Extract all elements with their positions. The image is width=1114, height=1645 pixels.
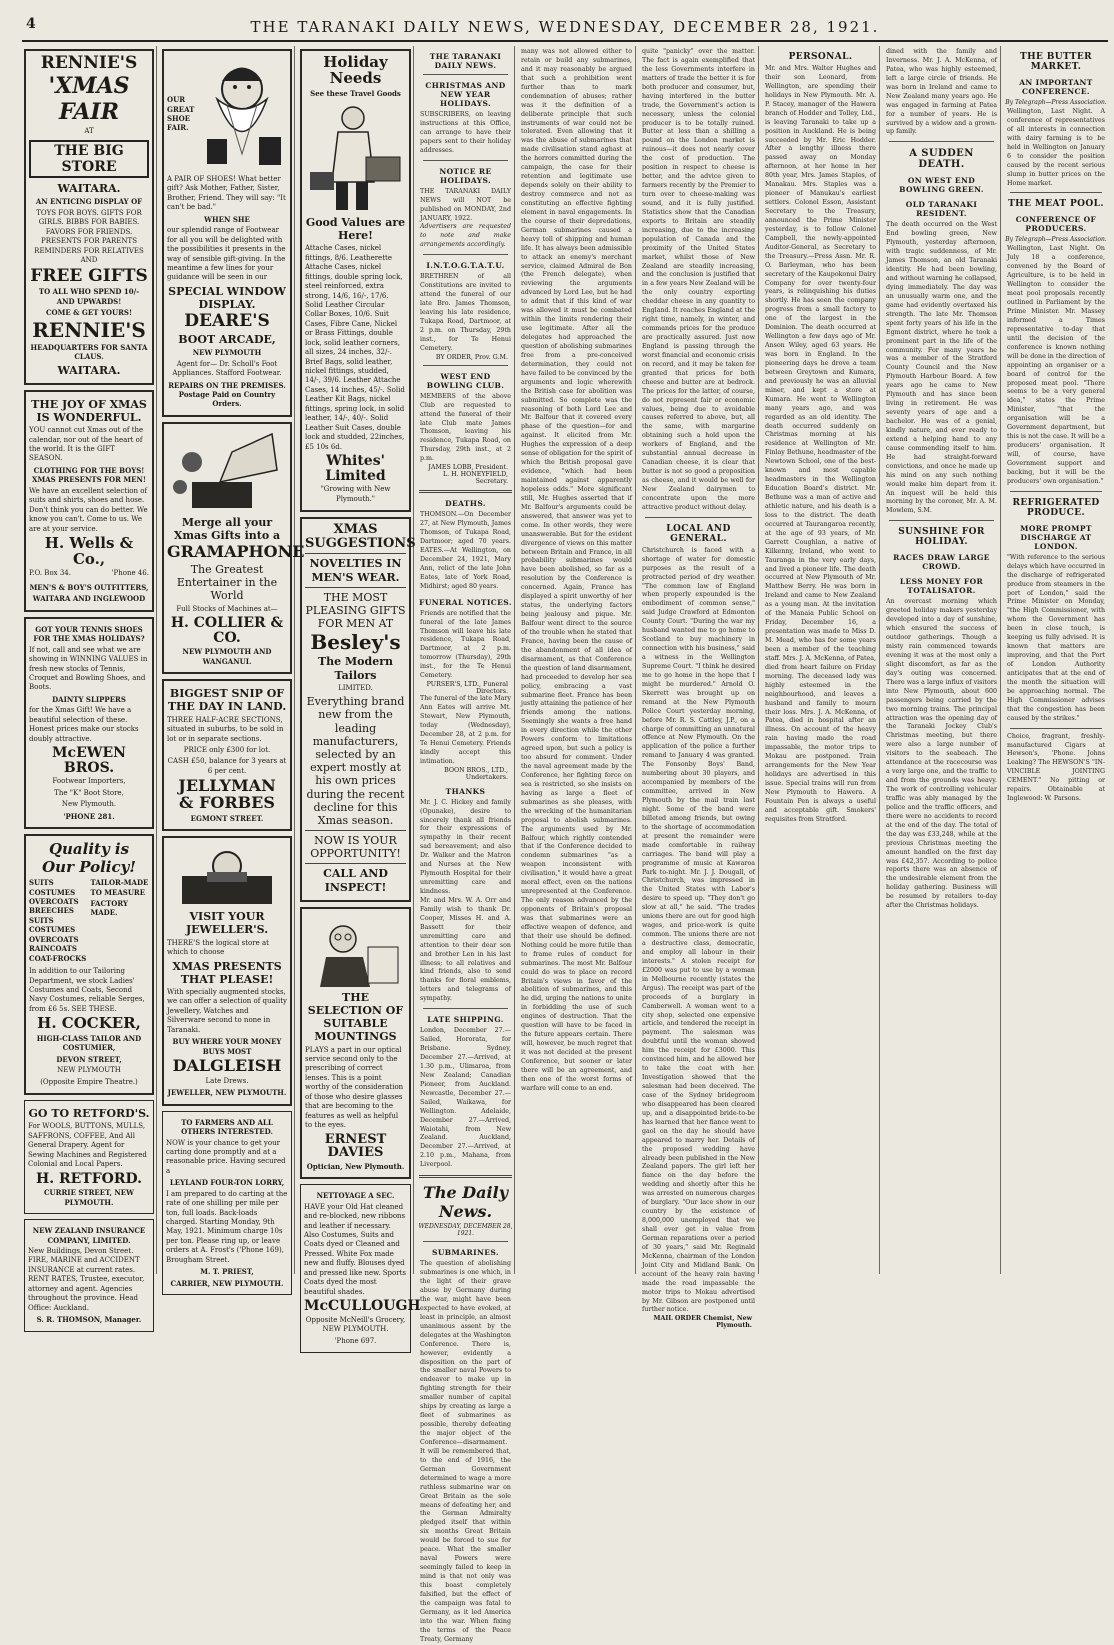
cocker-policy: Our Policy! [42,858,136,877]
jeweller-illustration [177,846,277,906]
deare-ad [162,49,292,417]
wells-name: H. Wells & Co., [44,533,134,568]
butter-telegraph: By Telegraph—Press Association. [1005,99,1107,106]
jellyman-name: JELLYMAN [178,776,276,796]
whites-ad [300,49,411,512]
rennie-xmas: 'XMAS [48,72,130,99]
wells-phone: 'Phone 46. [111,569,149,578]
notice-heading: NOTICE RE HOLIDAYS. [439,166,492,185]
dalgleish-body: THERE'S the logical store at which to choose [167,938,269,957]
davies-ad [300,907,411,1179]
mccullough-address: Opposite McNeill's Grocery, NEW PLYMOUTH. [305,1315,406,1334]
chemist-sign: MAIL ORDER Chemist, New Plymouth. [653,1315,752,1330]
column-2 [160,46,305,1288]
refrigerated-heading: REFRIGERATED PRODUCE. [1012,497,1100,518]
cocker-opp: (Opposite Empire Theatre.) [40,1077,138,1086]
retford-name: H. RETFORD. [36,1170,142,1187]
funeral-sign: PURSER'S, LTD., Funeral Directors. [426,681,508,696]
deare-body: A PAIR OF SHOES! What better gift? Ask Mother, Father, Sister, Brother, Friend. They will say: "It can't be bad." [167,175,286,212]
mccullough-heading: NETTOYAGE A SEC. [316,1191,395,1201]
refrigerated-body: "With reference to the serious delays which have occurred in the discharge of refrigerated produce from steamers in the port of London," said the Prime Minister on Monday, "the High Commissioner, with whom the Government has been in close touch, is keeping us fully advised. It is known that matters are improving, and that the Port of London Authority anticipates that at the end of the month the situation will be approaching normal. The High Commissioner advises that the congestion has been caused by the strikes." [1007,553,1105,722]
rennie-come: COME & GET YOURS! [45,308,133,318]
deare-when: WHEN SHE [204,214,250,224]
rennie-hq: HEADQUARTERS FOR SANTA CLAUS. [30,342,148,362]
santa-illustration [197,59,287,169]
cocker-ad [24,834,154,1095]
dalgleish-ad [162,836,292,1105]
cocker-town: NEW PLYMOUTH [57,1066,121,1075]
cocker-quality: Quality is [48,840,130,859]
farmers-body2: I am prepared to do carting at the rate of one shilling per mile per ton, full loads. Back-loads charged. Starting Monday, 9th May, 1921. Minimum charge 10s per ton. Please ring up, or leave orders at A. Frost's ('Phone 169), Brougham Street. [166,1189,288,1264]
butter-body: Wellington, Last Night. A conference of representatives of all interests in connection with dairy farming is to be held in Wellington on January 6 to consider the position caused by the recent serious slump in butter prices on the Home market. [1007,108,1105,187]
davies-trade: Optician, New Plymouth. [306,1161,405,1171]
wells-body2: We have an excellent selection of suits and shirts, shoes and hose. Don't think you can do better. We know you can't. Come to us. We are at your service. [29,486,148,533]
holidays-heading: CHRISTMAS AND NEW YEAR HOLIDAYS. [425,81,506,108]
collier-name: H. COLLIER & CO. [170,615,284,646]
mcewen-name: McEWEN BROS. [52,745,126,776]
besley-tailors: The Modern Tailors [317,655,393,682]
wells-heading: THE JOY OF XMAS IS WONDERFUL. [31,397,147,424]
wells-towns: WAITARA AND INGLEWOOD [32,594,146,604]
collier-greatest: The Greatest Entertainer in the World [176,563,278,603]
besley-heading: XMAS SUGGESTIONS [305,522,416,551]
butter-article-continued: quite "panicky" over the matter. The fact is again exemplified that the less Governments interfere in matters of trade the better it is for both producer and consumer, but, having interfered in the butter trade, the Government's action is necessary, unless the colonial producer is to be totally ruined. Butter at less than a shilling a pound on the London market is ruinous—it does not nearly cover the cost of production. The position in respect to cheese is better, and the advice given to farmers recently by the Premier to turn over to cheese-making was sound, and it is fully justified. Statistics show that the Canadian exports to Britain are steadily increasing, due to the increasing population of Canada and the proximity of the United States market, whilst those of New Zealand are steadily increasing, and the conclusion is justified that in a few years New Zealand will be the only country exporting cheddar cheese in any quantity to England. It reaches England at the right time, namely, in winter, and commands prices for the produce are practically assured. Just now England is passing through the worst financial and economic crisis on record, and it may be taken for granted that prices for both cheese and butter are at bedrock. The prices for the latter, of course, do not represent fair or economic values, being due to avoidable causes referred to above, but, all the same, with margarine obtaining such a hold upon the workers of England, and the substantial annual decrease in Canadian cheese, it is clear that butter is not so good a proposition as cheese, and it would be well for New Zealand dairymen to concentrate upon the more attractive product without delay. [642,48,755,511]
advertisers-note: Advertisers are requested to note and make arrangements accordingly. [420,223,511,249]
collier-gramaphone: GRAMAPHONE [167,542,305,562]
column-9 [1004,46,1108,1274]
cocker-name: H. COCKER, [37,1014,141,1033]
column-1 [22,46,157,1325]
besley-novelties: NOVELTIES IN MEN'S WEAR. [309,557,402,584]
sunshine-sub-2: LESS MONEY FOR TOTALISATOR. [899,577,984,596]
newspaper-title: THE TARANAKI DAILY NEWS, WEDNESDAY, DECEMBER 28, 1921. [250,18,880,36]
funeral-heading: FUNERAL NOTICES. [419,597,512,607]
collier-merge: Merge all your Xmas Gifts into a [173,515,281,543]
farmers-heading: TO FARMERS AND ALL OTHERS INTERESTED. [181,1117,273,1137]
dalgleish-late: Late Drews. [205,1076,249,1085]
dalgleish-buy: BUY WHERE YOUR MONEY BUYS MOST [172,1037,282,1056]
deare-name: DEARE'S [184,311,270,332]
rennie-free-gifts: FREE GIFTS [30,265,148,286]
editorial-masthead: The Daily News. [423,1183,508,1222]
collier-full-stocks: Full Stocks of Machines at— [176,604,278,613]
mccullough-name: McCULLOUGH [304,1298,421,1315]
shipping-heading: LATE SHIPPING. [427,1015,504,1025]
davies-body: PLAYS a part in our optical service second only to the prescribing of correct lenses. This is a point worthy of the consideration of those who desire glasses that are becoming to the features as well as helpful to the eyes. [305,1045,404,1130]
dalgleish-name: DALGLEISH [172,1055,282,1075]
jellyman-street: EGMONT STREET. [190,813,264,823]
whites-sub: See these Travel Goods [310,88,401,98]
shipping-body: London, December 27.—Sailed, Hororata, for Brisbane. Sydney, December 27.—Arrived, at 1.30 p.m., Ulimaroa, from New Zealand; Canadian Pioneer, from Auckland. Newcastle, December 27.—Sailed, Waikawa, for Wellington. Adelaide, December 27.—Arrived, Waiotahi, from New Zealand. Auckland, December 27.—Arrived, at 2.10 p.m., Mahana, from Liverpool. [420,1027,511,1169]
besley-body: Everything brand new from the leading manufacturers, selected by an expert mostly at his own prices during the recent decline for this Xmas season. [306,695,405,827]
collier-ad [162,422,305,674]
traveller-illustration [308,102,403,212]
retford-street: CURRIE STREET, NEW PLYMOUTH. [43,1188,135,1207]
farmers-ad [162,1111,292,1295]
rennie-list: TOYS FOR BOYS. GIFTS FOR GIRLS. BIBBS FOR BABIES. FAVORS FOR FRIENDS. PRESENTS FOR PARENTS REMINDERS FOR RELATIVES AND [34,208,144,265]
local-general-body: Christchurch is faced with a shortage of water for domestic purposes as the result of a protracted period of dry weather. "The common law of England when properly expounded is the embodiment of common sense," said Judge Crawford at Edmonton County Court. "During the war my husband wanted me to go home to Scotland to buy machinery in connection with his business," said a witness in the Wellington Supreme Court. "I think he desired me to go home in the hope that I might be murdered." Arnold O. Skerrett was brought up on remand at the New Plymouth Police Court yesterday morning, before Mr. R. S. Cattley, J.P., on a charge of committing an unnatural offence at New Plymouth. On the application of the police a further remand to January 4 was granted. The Fonsonby Boys' Band, numbering about 30 players, and accompanied by members of the committee, arrived in New Plymouth by the mail train last night. Some of the band were billeted among friends, but owing to the shortage of accommodation at present the remainder were made comfortable in railway carriages. The band will play a programme of music at Kawaroa Park to-night. Mr. J. J. Dougall, of Christchurch, was impressed in the United States with Labor's desire to speed up. "They don't go slow at all," he said. "The trades unions there are out for good high wages, and price-work is quite common. The unions there are not a destructive class, democratic, and employ all labour in their interests." A stolen receipt for £2000 was put to use by a woman in Melbourne recently (states the Argus). The receipt was part of the proceeds of a burglary in Camberwell. A woman went to a city shop, selected one expensive article, and tendered the receipt in payment. The salesman was doubtful until the woman showed him the receipt for £3000. This convinced him, and he allowed her to take the coat with her. Investigation showed that the salesman had been deceived. The case of the Sydney bridegroom who disappeared has been cleared up, and a disappointed bride-to-be has learned that her fiance went to gaol on the day he should have appeared to marry her. Details of the proposed wedding have already been published in the New Zealand papers. The girl left her fiance on the day before the wedding and shortly after this he was arrested on numerous charges of burglary. "Our lace show in our country by the existence of 8,000,000 unemployed that we shall ever get in value from German reparations over a period of 30 years," said Mr. Reginald McKenna, chairman of the London Joint City and Midland Bank. On account of the heavy rain having made the road impassable the motor trips to Mokau advertised by Mr. Gibson are postponed until further notice. [642,546,755,1314]
thanks-body-2: Mr. and Mrs. W. A. Orr and Family wish to thank Dr. Cooper, Misses H. and A. Bassett for their unremitting care and attention to their dear son and brother Len in his last illness; to all relatives and kind friends, also to send thanks for floral emblems, letters and telegrams of sympathy. [420,896,511,1003]
dalgleish-visit: VISIT YOUR JEWELLER'S. [185,910,269,937]
thanks-body: Mr. J. C. Hickey and family (Opunake), desire to sincerely thank all friends for their expressions of sympathy in their recent sad bereavement; and also Dr. Walker and the Matron and Nurses at the New Plymouth Hospital for their unremitting care and kindness. [420,798,511,895]
mcewen-body2: for the Xmas Gift! We have a beautiful selection of these. Honest prices make our stocks doubly attractive. [29,706,139,743]
farmers-body: NOW is your chance to get your carting done promptly and at a reasonable price. Having secured a [166,1138,286,1175]
deaths-body: THOMSON.—On December 27, at New Plymouth, James Thomson, of Tukapa Road, Dartmoor; aged 70 years. EATES.—At Wellington, on December 24, 1921, Mary Ann, relict of the late John Eates, late of York Road, Midhirst; aged 80 years. [420,511,511,590]
sudden-death-body: The death occurred on the West End bowling green, New Plymouth, yesterday afternoon, with tragic suddenness, of Mr. James Thomson, an old Taranaki identity. He had been bowling, and without warning he collapsed, dying immediately. The day was an unusually warm one, and the game had evidently overtaxed his strength. The late Mr. Thomson spent forty years of his life in the Egmont district, where he took a prominent part in the life of the community. For many years he was a member of the Stratford County Council and the New Plymouth Harbour Board. A few years ago he came to New Plymouth and has since been living in retirement. He was seventy years of age and a bachelor. He was of a genial, kindly nature, and ever ready to extend a helping hand to any cause commending itself to him. He had straight-forward convictions, and once he made up his mind on any such nothing would make him depart from it. An inquest will be held this morning by the coroner, Mr. A. M. Mowlem, S.M. [886,221,997,515]
insurance-heading: NEW ZEALAND INSURANCE COMPANY, LIMITED. [32,1226,146,1245]
editorial-date: WEDNESDAY, DECEMBER 28, 1921. [418,1223,513,1238]
mcewen-town: New Plymouth. [61,800,117,809]
bowling-notice-heading: WEST END BOWLING CLUB. [426,371,505,390]
iootf-heading: I.N.T.O.G.T.A.T.U. [426,261,505,271]
whites-values: Good Values are Here! [305,215,406,243]
whites-heading: Holiday Needs [323,53,388,87]
cocker-body: In addition to our Tailoring Department, we stock Ladies' Costumes and Coats, Second Navy Costumes, reliable Serges, from £6 5s. SEE THESE. [29,967,145,1013]
davies-heading: THE SELECTION OF SUITABLE MOUNTINGS [307,990,404,1044]
cocker-tailor-made: TAILOR-MADE TO MEASURE [90,878,149,897]
deare-santa: OUR GREAT SHOE FAIR. [167,95,195,133]
column-4 [417,46,515,1643]
dalgleish-body2: With specially augmented stocks, we can offer a selection of quality Jewellery, Watches and Silverware second to none in Taranaki. [167,987,287,1034]
page-number: 4 [26,16,36,32]
wells-po: P.O. Box 34. [29,569,71,578]
mccullough-phone: 'Phone 697. [334,1336,377,1345]
mcewen-phone: 'PHONE 281. [63,811,115,821]
cocker-factory-made: FACTORY MADE. [90,899,128,918]
mcewen-dainty: DAINTY SLIPPERS [52,694,126,704]
column-7 [762,46,880,1274]
deare-special: SPECIAL WINDOW DISPLAY. [168,284,286,311]
iootf-sign: BY ORDER, Prov. G.M. [435,353,508,361]
submarines-heading: SUBMARINES. [432,1248,499,1258]
deare-repairs: REPAIRS ON THE PREMISES. Postage Paid on Country Orders. [168,380,286,409]
sudden-death-sub-2: OLD TARANAKI RESIDENT. [905,200,978,219]
mcewen-ad [24,617,154,829]
personal-heading: PERSONAL. [788,52,853,62]
rennie-fair: FAIR [59,98,119,125]
cocker-left-list: SUITS COSTUMES OVERCOATS BREECHES SUITS COSTUMES OVERCOATS RAINCOATS COAT-FROCKS [29,878,87,963]
retford-heading: GO TO RETFORD'S. [28,1107,150,1121]
gramophone-illustration [172,432,282,512]
holidays-body: SUBSCRIBERS, on leaving instructions at this Office, can arrange to have their papers sent to their holiday addresses. [420,111,511,154]
dalgleish-xmas: XMAS PRESENTS THAT PLEASE! [172,959,282,986]
jellyman-heading: BIGGEST SNIP OF THE DAY IN LAND. [167,687,287,714]
jellyman-body: THREE HALF-ACRE SECTIONS, situated in suburbs, to be sold in lot or in separate sections. [167,715,284,743]
deaths-heading: DEATHS. [445,499,486,509]
obituary-continued: dined with the family and Inverness. Mr. J. A. McKenna, of Patea, who was highly esteemed, left a large circle of friends. He was born in Ireland and came to New Zealand many years ago. He was engaged in farming at Patea for a number of years. He is survived by a widow and a grown-up family. [886,48,997,136]
cocker-street: DEVON STREET, [56,1054,122,1064]
wells-ad [24,390,154,612]
retford-list: For WOOLS, BUTTONS, MULLS, SAFFRONS, COFFEE, And All General Drapery. Agent for Sewing Machines and Registered Colonial and Local Papers. [28,1122,147,1169]
meat-pool-body: Wellington, Last Night. On July 18 a conference, convened by the Board of Agriculture, is to be held in Wellington to consider the meat pool proposals recently outlined in Parliament by the Prime Minister. Mr. Massey informed a Times representative to-day that until the decision of the conference is known nothing will be done in the direction of appointing an organiser or a board of control for the proposed meat pool. "There seems to be a very general idea," states the Prime Minister, "that the organisation will be a Government department, but this is not the case. It will be a producers' organisation. It will, of course, have Government support and backing, but it will be the producers' own organisation." [1007,245,1106,485]
deare-agent: Agent for— Dr. Scholl's Foot Appliances. Stafford Footwear. [172,359,282,378]
meat-pool-heading: THE MEAT POOL. [1008,199,1104,210]
mccullough-ad [300,1184,421,1353]
cocker-trade: HIGH-CLASS TAILOR AND COSTUMIER, [36,1034,142,1053]
rennie-name-big: RENNIE'S [32,317,146,342]
refrigerated-sub: MORE PROMPT DISCHARGE AT LONDON. [1020,523,1092,551]
sunshine-sub: RACES DRAW LARGE CROWD. [893,553,990,572]
rennie-name: RENNIE'S [40,53,138,73]
insurance-manager: S. R. THOMSON, Manager. [36,1315,142,1325]
deare-arcade: BOOT ARCADE, [178,333,276,347]
rennie-ad [24,49,154,385]
jellyman-ad [162,679,292,831]
wells-body: YOU cannot cut Xmas out of the calendar, nor out of the heart of the world. It is the GIFT SEASON. [29,426,144,463]
besley-pleasing: THE MOST PLEASING GIFTS FOR MEN AT [305,590,406,631]
submarines-body: The question of abolishing submarines is one which, in the light of their grave abuse by Germany during the war, might have been expected to have evoked, at least in principle, an almost unanimous assent by the delegates at the Washington Conference. There is, however, evidently a disposition on the part of the smaller naval Powers to endeavor to make up in fighting strength for their smaller number of capital ships by creating as large a fleet of submarines as possible, thereby defeating the major object of the Conference—disarmament. It will be remembered that, to the end of 1916, the German Government determined to wage a more ruthless submarine war on Great Britain as the sole means of defeating her, and the German Admiralty pledged itself that within six months Great Britain would be forced to sue for peace. What the smaller naval Powers were seemingly failed to keep in mind is that not only was this boast completely falsified, but the effect of the campaign was fatal to Germany, as it led America into the war. When fixing the terms of the Peace Treaty, Germany [420,1260,511,1643]
whites-body: Attache Cases, nickel fittings, 8/6. Leatherette Attache Cases, nickel fittings, double spring lock, steel reinforced, extra strong, 14/6, 16/-, 17/6. Solid Leather Circular Collar Boxes, 10/6. Suit Cases, Fibre Cane, Nickel or Brass Fittings, double lock, solid leather corners, all sizes, 24 inches, 32/-. Brief Bags, solid leather, nickel fittings, studded, 14/-, 39/6. Leather Attache Cases, 14 inches, 45/-. Solid Leather Kit Bags, nickel fittings, spring lock, in solid leather, 14/-, 40/-. Solid Leather Suit Cases, double lock and studded, 22inches, £5 10s 6d. [305,244,405,451]
whites-name: Whites' Limited [325,452,386,484]
mcewen-heading: GOT YOUR TENNIS SHOES FOR THE XMAS HOLIDAYS? [33,624,145,644]
sunshine-heading: SUNSHINE FOR HOLIDAY. [898,527,985,548]
column-5 [518,46,636,1274]
rennie-town2: WAITARA. [57,363,121,377]
mccullough-body: HAVE your Old Hat cleaned and re-blocked, new ribbons and leather if necessary. Also Costumes, Suits and Coats dyed or Cleaned and Pressed. White Fox made new and fluffy. Blouses dyed and pressed like new. Sports Coats dyed the most beautiful shades. [304,1202,406,1296]
iootf-body: BRETHREN of all Constitutions are invited to attend the funeral of our late Bro. James Thomson, leaving his late residence, Tukapa Road, Dartmoor, at 2 p.m. on Thursday, 29th inst., for Te Henui Cemetery. [420,273,511,352]
whites-slogan: "Growing with New Plymouth." [320,485,391,503]
submarines-continued: many was not allowed either to retain or build any submarines, and it may reasonably be argued that such a prohibition went further than to mark condemnation of abuses; rather was it the definition of a deliberate principle that such instruments of war could not be tolerated. Even allowing that it was the abuse of submarines that made civilisation stand aghast at the horrors committed during the campaign, the case for their retention and legitimate use depends solely on their ability to destroy commerce and not as constituting an effective fighting element in naval engagements. In the course of their depredations, German submarines caused a heavy toll of shipping and human life. It has always been admissible to attack an enemy's merchant service, claimed Admiral de Bon (the French delegate), when reviewing the arguments advanced by Lord Lee, but he had to admit that if this kind of war was allowed it must be combated within the limits rendering their use legitimate. After all the delegates had approached the question of abolishing submarines free from a pre-conceived determination, they could not have failed to be convinced by the arguments and logic wherewith the British case for abolition was submitted. So complete was the reasoning of both Lord Lee and Mr. Balfour that it covered every phase of the question—for and against. It elicited from Mr. Hughes the expression of a deep sense of obligation for the spirit of which the British proposal gave evidence, "which had been maintained against apparently hopeless odds." More significant still, Mr. Hughes asserted that if Mr. Balfour's arguments could be answered, that answer was yet to come. In other words, they were unanswerable. But for the evident divergence of views on this matter between Britain and France, in all probability submarines would have been abolished, so far as a resolution by the Conference is concerned. Again, France has displayed a spirit unworthy of her status, the underlying factors being jealousy and pique. Mr. Balfour went direct to the source of the trouble when he stated that France, having been the cause of the abandonment of all idea of disarmament, as that Conference the question of land disarmament, had proceeded to develop her sea policy, embracing a vast submarine fleet. France has been justly attaining the patience of her friends among the nations. Seemingly she wants a free hand in every direction while the other Powers conform to limitations agreed upon, but such a policy is too absurd for comment. Under the naval agreement made by the Conference, her fighting force on sea is restricted, so she insists on having as large a fleet of submarines as she pleases, with the wrecking of the humanitarian proposal to abolish submarines. The arguments used by Mr. Balfour, which rightly contended that if the Conference decided to condemn submarines "as a weapon inconsistent with civilisation," it would have a great moral effect, even on the nations unrepresented at the Conference. The only reason advanced by the opponents of Britain's proposal was that submarines were an effective weapon of defence, and that their use should be defined. Nothing could be more futile than to frame rules of conduct for submarines. The most Mr. Balfour could do was to place on record Britain's views in favor of the abolition of submarines, and this he did, urging the nations to unite in forbidding the use of such engines of destruction. That the question will have to be faced in the future appears certain. There will, however, be much regret that it was not decided at the present Conference, but sooner or later there will be an agreement, and then one of the worst forms of warfare will come to an end. [521,48,632,1092]
local-general-heading: LOCAL AND GENERAL. [666,523,731,544]
butter-heading: THE BUTTER MARKET. [1019,52,1093,72]
wells-clothing: CLOTHING FOR THE BOYS! XMAS PRESENTS FOR MEN! [32,465,146,485]
besley-call: CALL AND INSPECT! [323,867,388,894]
rennie-display: AN ENTICING DISPLAY OF [35,197,143,207]
deare-town: NEW PLYMOUTH [192,348,262,358]
funeral-body-2: The funeral of the late Mary Ann Eates will arrive Mt. Stewart, New Plymouth, today (Wednesday), December 28, at 2 p.m. for Te Henui Cemetery. Friends kindly accept this intimation. [420,695,511,765]
column-8 [883,46,1001,1274]
farmers-street: CARRIER, NEW PLYMOUTH. [170,1278,284,1288]
bowling-sign-1: JAMES LOBB, President. [428,464,508,472]
retford-ad [24,1100,154,1214]
sudden-death-heading: A SUDDEN DEATH. [909,148,974,171]
jellyman-price: PRICE only £300 for lot. [183,745,271,754]
davies-name: ERNEST DAVIES [324,1131,387,1161]
sunshine-body: An overcast morning which greeted holiday makers yesterday developed into a day of sunshine, which ensured the success of outdoor gatherings. Though a misty rain commenced towards evening it was at the most only a slight discomfort, as far as the day's outing was concerned. There was a large influx of visitors into New Plymouth, about 600 passengers being carried by the two morning trains. The principal attraction was the opening day of the Taranaki Jockey Club's Christmas meeting, but there were also a large number of visitors to the seabeach. The attendance at the racecourse was a very large one, and the traffic to and from the grounds was heavy. The work of controlling vehicular traffic was ably managed by the police and the traffic officers, and there were no accidents to record at the end of the day. The total of the day was £33,248, while at the previous Christmas meeting the amount handled on the first day was £42,357. According to police reports there was an absence of the undesirable element from the holiday gathering. Business will be resumed by retailers to-day after the Christmas holidays. [886,598,997,910]
besley-ad [300,517,416,902]
besley-limited: LIMITED. [338,683,373,692]
besley-name: Besley's [310,630,401,655]
besley-now: NOW IS YOUR OPPORTUNITY! [310,834,401,861]
mcewen-footwear: Footwear Importers, [52,777,126,786]
bowling-sign-2: L. H. HONEYFIELD, Secretary. [442,471,508,486]
funeral-sign-2: BOON BROS., LTD., Undertakers. [444,766,508,781]
collier-towns: NEW PLYMOUTH AND WANGANUI. [182,647,272,666]
farmers-name: M. T. PRIEST, [200,1267,254,1277]
rennie-at: AT [84,126,94,135]
column-6 [639,46,759,1330]
notice-body: THE TARANAKI DAILY NEWS will NOT be published on MONDAY, 2nd JANUARY, 1922. [420,187,511,222]
jellyman-cash: CASH £50, balance for 3 years at 6 per cent. [167,757,287,775]
farmers-lorry: LEYLAND FOUR-TON LORRY, [169,1178,285,1188]
thanks-heading: THANKS [445,786,486,796]
insurance-body: New Buildings, Devon Street. FIRE, MARINE and ACCIDENT INSURANCE at current rates. RENT RATES, Trustee, executor, attorney and agent. Agencies throughout the province. Head Office: Auckland. [28,1247,145,1312]
dalgleish-trade: JEWELLER, NEW PLYMOUTH. [167,1088,287,1098]
personal-body: Mr. and Mrs. Walter Hughes and their son Leonard, from Wellington, are spending their holidays in New Plymouth. Mr. A. P. Stacey, manager of the Hawera branch of Hodder and Tolley, Ltd., is leaving Taranaki to take up a position in Auckland. He is being succeeded by Mr. Eric Hodder. After a lengthy illness there passed away on Monday afternoon, at her home in her 80th year, Mrs. James Staples, of Manakau. Mrs. Staples was a pioneer of Manukau's earliest settlers. Colonel Esson, Assistant Secretary to the Treasury, announced the Prime Minister yesterday, is to follow Colonel Campbell, the newly-appointed Auditor-General, as Secretary to the Treasury.—Press Assn. Mr. R. O. Barleyman, who has been secretary of the Kaupokonui Dairy Company for over twenty-four years, is relinquishing his duties shortly. He has seen the company progress from a small factory to one of the largest in the Dominion. The death occurred at Wellington a few days ago of Mr. Anson Wiley, aged 63 years. He was born in England. In the pioneering days he drove a team between Greytown and Kumara, and previously he was an alluvial miner, and kept a store at Kumara. He went to Wellington many years ago, and was regarded as an old identity. The death occurred suddenly on Christmas morning at his residence at Wellington of Mr. Finlay Bethune, headmaster of the Newtown School, one of the best-known and most capable headmasters in the Wellington Education Board's district. Mr. Bethune was a man of active and athletic nature, and his death is a loss to the district. The death occurred at Taurangaroa recently, at the age of 93 years, of Mr. Garrett Coughlan, a native of Kilkenny, Ireland, who went to Tauranga in the very early days, and lived a pioneer life. The death occurred at New Plymouth of Mr. Matthew Berry. He was born in Ireland and came to New Zealand as a young man. At the invitation of the Manaia Public School on Friday, December 16, a presentation was made to Miss D. M. Mead, who has for some years been a member of the teaching staff. Mrs. J. A. McKenna, of Patea, died from heart failure on Friday morning. The deceased lady was highly esteemed in the neighbourhood, and leaves a husband and family to mourn their loss. Mrs. J. A. McKenna, of Patea, died in hospital after an illness. On account of the heavy rain having made the road impassable, the motor trips to Mokau are postponed. Train arrangements for the New Year holidays are advertised in this issue. Special trains will run from New Plymouth to Hawera. A Fountain Pen is always a useful and acceptable gift. Smokers' requisites from Stratford. [765,65,876,823]
jellyman-and: & FORBES [179,793,275,813]
column-3 [298,46,421,1345]
wells-outfitters: MEN'S & BOY'S OUTFITTERS, [29,582,149,592]
butter-sub: AN IMPORTANT CONFERENCE. [1019,78,1093,96]
rennie-town: WAITARA. [57,182,121,196]
sudden-death-sub: ON WEST END BOWLING GREEN. [899,176,984,195]
mcewen-body: If not, call and see what we are showing in WINNING VALUES in fresh new stocks of Tennis, Croquet and Bowling Shoes, and Boots. [29,645,148,692]
rennie-free-gifts-sub: TO ALL WHO SPEND 10/- AND UPWARDS! [38,287,140,306]
mcewen-boot: The "K" Boot Store, [54,788,124,797]
deare-body2: our splendid range of Footwear for all you will be delighted with the possibilities it presents in the way of sensible gift-giving. In the meantime a few lines for your guidance will be seen in our [167,226,286,282]
insurance-ad [24,1219,154,1331]
meat-pool-telegraph: By Telegraph—Press Association. [1005,236,1107,244]
big-store-logo: THE BIG STORE [29,140,149,178]
masthead [22,12,1108,42]
paper-name-small: THE TARANAKI DAILY NEWS. [429,52,502,70]
funeral-body: Friends are notified that the funeral of the late James Thomson will leave his late residence, Tukapa Road, Dartmoor, at 2 p.m. tomorrow (Thursday), 29th inst., for the Te Henui Cemetery. [420,609,511,680]
meat-pool-sub: CONFERENCE OF PRODUCERS. [1015,215,1097,234]
bowling-notice-body: MEMBERS of the above Club are requested to attend the funeral of their late Club mate James Thomson, leaving his residence, Tukapa Road, on Thursday, 29th inst., at 2 p.m. [420,392,511,463]
optician-illustration [308,917,403,987]
cigars-notice: Choice, fragrant, freshly-manufactured Cigars at Hewson's, 'Phone. Johns Leaking? The HEWSON'S "IN-VINCIBLE JOINTING CEMENT." No pitting or repairs. Obtainable at Inglewood: W. Parsons. [1007,732,1105,803]
